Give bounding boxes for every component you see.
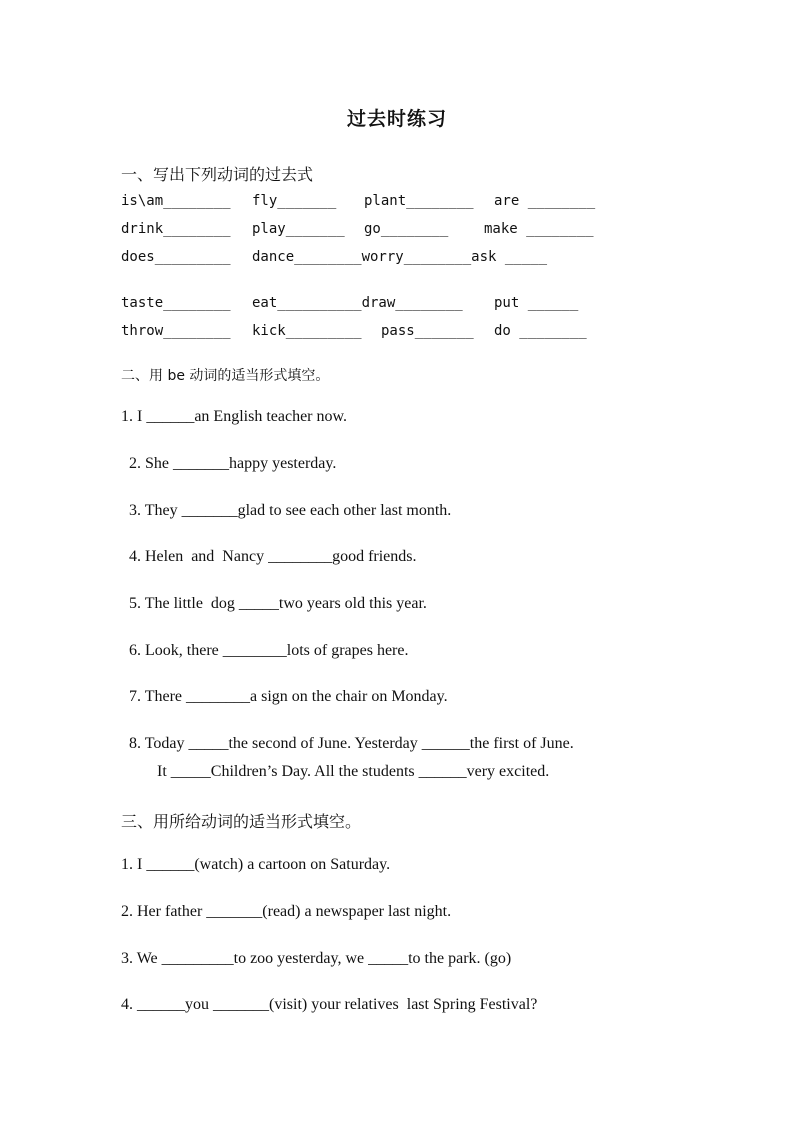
verb-item: go________ bbox=[364, 221, 449, 237]
section-2-heading: 二、用 be 动词的适当形式填空。 bbox=[121, 368, 330, 384]
verb-item: eat__________draw________ bbox=[252, 295, 463, 311]
section-1-heading: 一、写出下列动词的过去式 bbox=[121, 165, 314, 184]
verb-item: make ________ bbox=[484, 221, 594, 237]
verb-row bbox=[121, 193, 596, 215]
verb-item: plant________ bbox=[364, 193, 474, 209]
page-title: 过去时练习 bbox=[346, 108, 447, 130]
exercise-item: 2. She _______happy yesterday. bbox=[129, 455, 337, 472]
verb-item: does_________ bbox=[121, 249, 231, 265]
exercise-item: 6. Look, there ________lots of grapes here. bbox=[129, 642, 409, 659]
verb-item: pass_______ bbox=[381, 323, 474, 339]
verb-item: kick_________ bbox=[252, 323, 362, 339]
verb-row bbox=[121, 249, 548, 271]
exercise-item: 4. Helen and Nancy ________good friends. bbox=[129, 548, 417, 565]
verb-row bbox=[121, 295, 579, 317]
verb-item: is\am________ bbox=[121, 193, 231, 209]
verb-row bbox=[121, 323, 587, 345]
exercise-item: 5. The little dog _____two years old this year. bbox=[129, 595, 427, 612]
exercise-item: 8. Today _____the second of June. Yesterday ______the first of June. bbox=[129, 735, 574, 752]
exercise-item-continuation: It _____Children’s Day. All the students ______very excited. bbox=[157, 763, 550, 780]
verb-row bbox=[121, 221, 594, 243]
verb-item: taste________ bbox=[121, 295, 231, 311]
exercise-item: 3. They _______glad to see each other last month. bbox=[129, 502, 452, 519]
exercise-item: 1. I ______an English teacher now. bbox=[121, 408, 348, 425]
verb-item: dance________worry________ask _____ bbox=[252, 249, 548, 265]
verb-item: drink________ bbox=[121, 221, 231, 237]
exercise-item: 2. Her father _______(read) a newspaper last night. bbox=[121, 903, 452, 920]
verb-item: play_______ bbox=[252, 221, 345, 237]
exercise-item: 4. ______you _______(visit) your relatives last Spring Festival? bbox=[121, 996, 538, 1013]
verb-item: put ______ bbox=[494, 295, 579, 311]
section-3-heading: 三、用所给动词的适当形式填空。 bbox=[121, 812, 362, 831]
verb-item: fly_______ bbox=[252, 193, 337, 209]
verb-item: are ________ bbox=[494, 193, 596, 209]
verb-item: throw________ bbox=[121, 323, 231, 339]
verb-item: do ________ bbox=[494, 323, 587, 339]
exercise-item: 1. I ______(watch) a cartoon on Saturday. bbox=[121, 856, 391, 873]
exercise-item: 3. We _________to zoo yesterday, we _____to the park. (go) bbox=[121, 950, 512, 967]
exercise-item: 7. There ________a sign on the chair on Monday. bbox=[129, 688, 448, 705]
